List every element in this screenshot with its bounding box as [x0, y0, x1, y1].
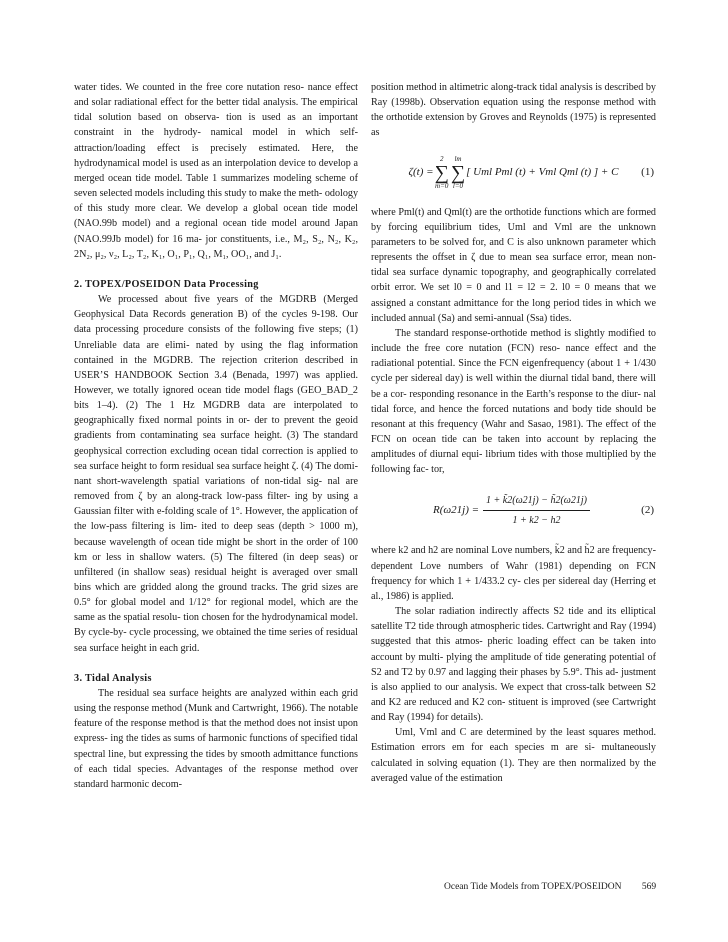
- sigma-symbol: ∑: [434, 161, 449, 184]
- eq1-sum2-upper: lm: [454, 154, 462, 163]
- left-column: [74, 80, 358, 792]
- section-2-heading: 2. TOPEX/POSEIDON Data Processing: [74, 278, 259, 290]
- eq1-sum1-lower: m=0: [435, 181, 449, 190]
- section-3-heading: 3. Tidal Analysis: [74, 672, 152, 684]
- right-paragraph-2: where Pml(t) and Qml(t) are the orthotide functions which are formed by forcing equilibrium tides, Uml and Vml are the unknown parameters to be solved for, and C is also unknown parameter which represents the offset in ζ due to mean sea surface error, mean non-tidal sea surface dynamic topography, and geographically correlated orbit error. We set l0 = 0 and l1 = l2 = 2. l0 = 0 means that we assigned a constant admittance for the long period tides in which we included annual (Sa) and semi-annual (Ssa) tides.: [371, 206, 656, 324]
- eq2-denominator: 1 + k2 − h2: [512, 514, 561, 526]
- right-paragraph-6: Uml, Vml and C are determined by the least squares method. Estimation errors em for each species m are si- multaneously calculated in solving equation (1). They are then normalized by the averaged value of the estimation: [371, 727, 656, 784]
- eq1-lhs: ζ(t) =: [408, 166, 434, 179]
- eq1-body: [ Uml Pml (t) + Vml Qml (t) ] + C: [466, 166, 619, 179]
- eq2-fraction: [483, 493, 590, 528]
- eq1-number: (1): [641, 166, 654, 179]
- eq2-numerator: 1 + k̃2(ω21j) − h̃2(ω21j): [483, 493, 590, 511]
- right-paragraph-4: where k2 and h2 are nominal Love numbers, k̃2 and h̃2 are frequency-dependent Love numbers of Wahr (1981) depending on FCN frequency for which 1 + 1/433.2 cy- cles per sidereal day (Herring et al., 1986) is applied.: [371, 545, 656, 602]
- left-paragraph-1: water tides. We counted in the free core nutation reso- nance effect and solar radiational effect for the better tidal analysis. The empirical tidal solution based on observa- tion is used as an important constraint in the hydrody- namical model in which self-attraction/loading effect is precisely estimated. Here, the hydrodynamical model is used as an interpolation device to develop a merged ocean tide model. Table 1 summarizes modeling scheme of seven selected models including this study to make the meth- odology of this study more clear. We develop a global ocean tide model (NAO.99b model) and a regional ocean tide model around Japan (NAO.99Jb model) for 16 ma- jor constituents, i.e., M₂, S₂, N₂, K₂, 2N₂, μ₂, ν₂, L₂, T₂, K₁, O₁, P₁, Q₁, M₁, OO₁, and J₁.: [74, 82, 359, 260]
- right-paragraph-3: The standard response-orthotide method is slightly modified to include the free core nutation (FCN) reso- nance effect and the radiational potential. Since the FCN eigenfrequency (about 1 + 1/430 cycle per sidereal day) is well within the diurnal tidal band, there will be a cor- responding resonance in the Earth’s response to the diur- nal tidal force, and hence the forced nutations and body tide should be resonant at this frequency (Wahr and Sasao, 1981). The effect of the FCN on ocean tide can be taken into account by replacing the amplitudes of diurnal equi- librium tides with those multiplied by the following fac- tor,: [371, 327, 656, 476]
- right-column: [371, 80, 656, 786]
- eq1-sum2-lower: l=0: [452, 181, 464, 190]
- right-paragraph-5: The solar radiation indirectly affects S2 tide and its elliptical satellite T2 tide through atmospheric tides. Cartwright and Ray (1994) suggested that this atmos- pheric loading effect can be taken into account by multi- plying the amplitude of tide generating potential of S2 and T2 by 0.97 and lagging their phases by 5.9°. This ad- justment is also applied to our analysis. We expect that cross-talk between S2 and K2 are reduced and K2 con- stituent is improved (see Cartwright and Ray (1994) for details).: [371, 606, 656, 724]
- equation-1: [371, 141, 656, 205]
- sigma-symbol: ∑: [450, 161, 466, 184]
- eq2-lhs: R(ω21j) =: [433, 503, 480, 516]
- left-paragraph-3: The residual sea surface heights are analyzed within each grid using the response method (Munk and Cartwright, 1966). The notable feature of the response method is that the method does not insist upon express- ing the tides as sums of harmonic functions of specified tidal spectral line, but expressing the tides by smooth admittance functions of each tidal species. Advantages of the response method over standard harmonic decom-: [74, 687, 358, 790]
- eq1-sum-m: [435, 155, 449, 191]
- right-paragraph-1: position method in altimetric along-track tidal analysis is described by Ray (1998b). Observation equation using the response method with the orthotide extension by Groves and Reynolds (1975) is represented as: [371, 82, 656, 139]
- eq1-sum-l: [451, 155, 465, 191]
- running-title: Ocean Tide Models from TOPEX/POSEIDON: [444, 882, 622, 892]
- page-footer: [444, 882, 656, 892]
- eq1-sum1-upper: 2: [439, 154, 444, 163]
- left-paragraph-2: We processed about five years of the MGDRB (Merged Geophysical Data Records generation B) of the cycles 9-198. Our data processing procedure consists of the following five steps; (1) Unreliable data are elimi- nated by using the flag information contained in the MGDRB. The rejection criterion described in USER’S HANDBOOK Section 3.4 (Benada, 1997) was applied. However, we totally ignored ocean tide model flags (GEO_BAD_2 bits 1–4). (2) The 1 Hz MGDRB data are interpolated to geographically fixed normal points in or- der to prevent the geoid gradients from contaminating sea surface height. (3) The standard geophysical correction excluding ocean tidal correction is applied to sea surface height to form residual sea surface height ζ. (4) The domi- nant short-wavelength spatial variations of non-tidal sig- nal are removed from ζ by an along-track low-pass filter- ing by using a Gaussian filter with e-folding scale of 1°. However, the application of the low-pass filtering is lim- ited to deep seas (depth > 1000 m), because wavelength of ocean tide might be short in the order of 100 km or less in shallow waters. (5) The filtered (in deep seas) or unfiltered (in shallow seas) residual height is averaged over small bins which are gridded along the ground tracks. The grid sizes are 0.5° for global model and 1/12° for regional model, which are the same as the spatial resolu- tion chosen for the hydrodynamical model. By cycle-by- cycle processing, we obtained the time series of residual sea surface height in each grid.: [74, 294, 358, 654]
- eq2-number: (2): [641, 503, 654, 516]
- page-number: 569: [641, 882, 657, 892]
- equation-2: [371, 477, 656, 543]
